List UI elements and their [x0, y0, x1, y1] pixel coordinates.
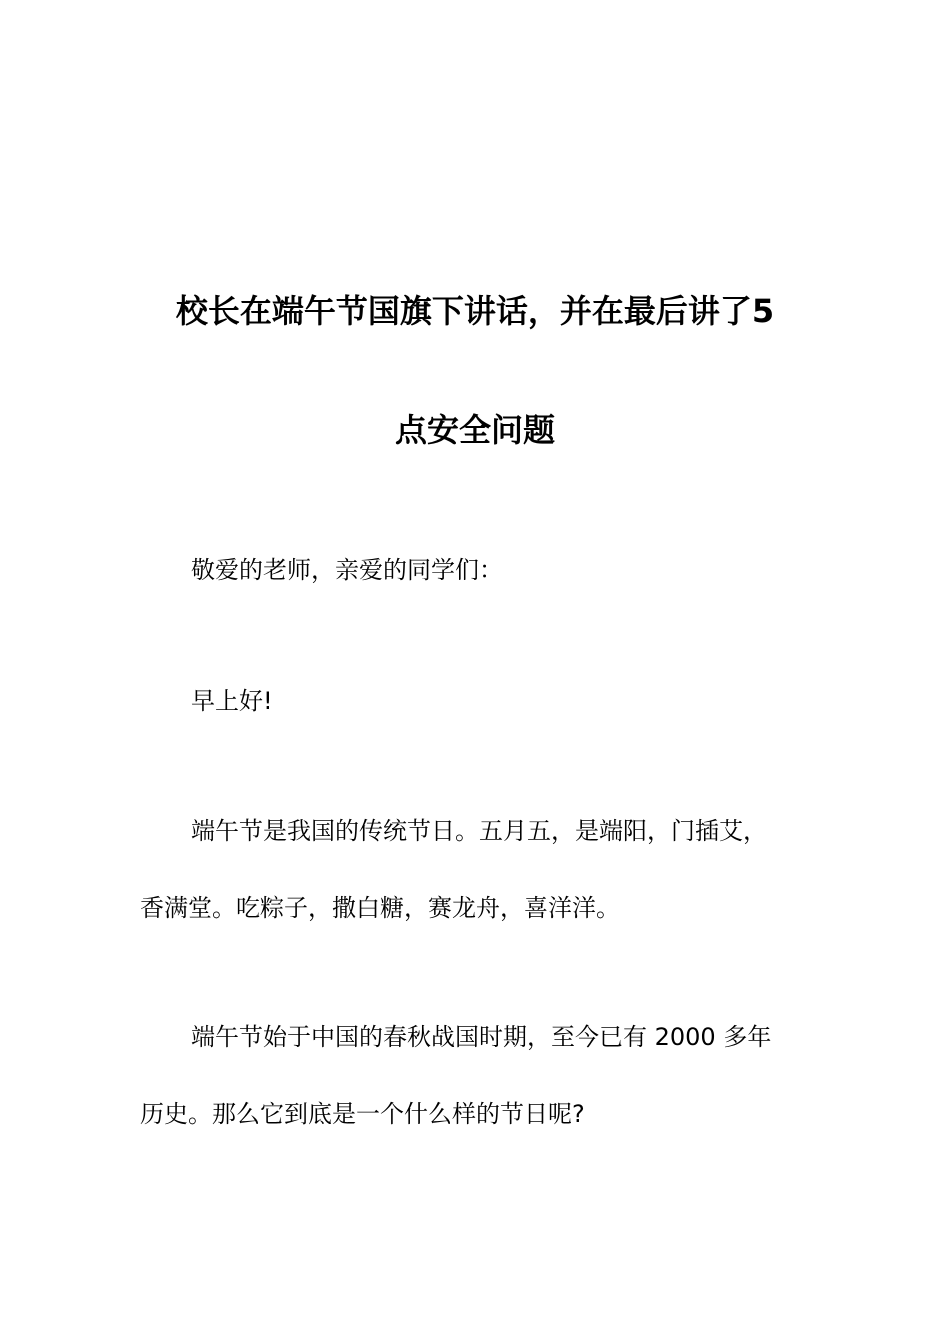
salutation-line: 敬爱的老师，亲爱的同学们：: [191, 556, 503, 584]
paragraph-2-line-2: 历史。那么它到底是一个什么样的节日呢?: [140, 1100, 585, 1128]
document-title-line-1: 校长在端午节国旗下讲话，并在最后讲了5: [175, 292, 775, 330]
paragraph-2-line-1: 端午节始于中国的春秋战国时期，至今已有 2000 多年: [191, 1023, 772, 1051]
paragraph-1-line-1: 端午节是我国的传统节日。五月五，是端阳，门插艾，: [191, 817, 767, 845]
greeting-line: 早上好!: [191, 687, 273, 715]
document-title-line-2: 点安全问题: [394, 411, 555, 449]
paragraph-1-line-2: 香满堂。吃粽子，撒白糖，赛龙舟，喜洋洋。: [140, 894, 620, 922]
